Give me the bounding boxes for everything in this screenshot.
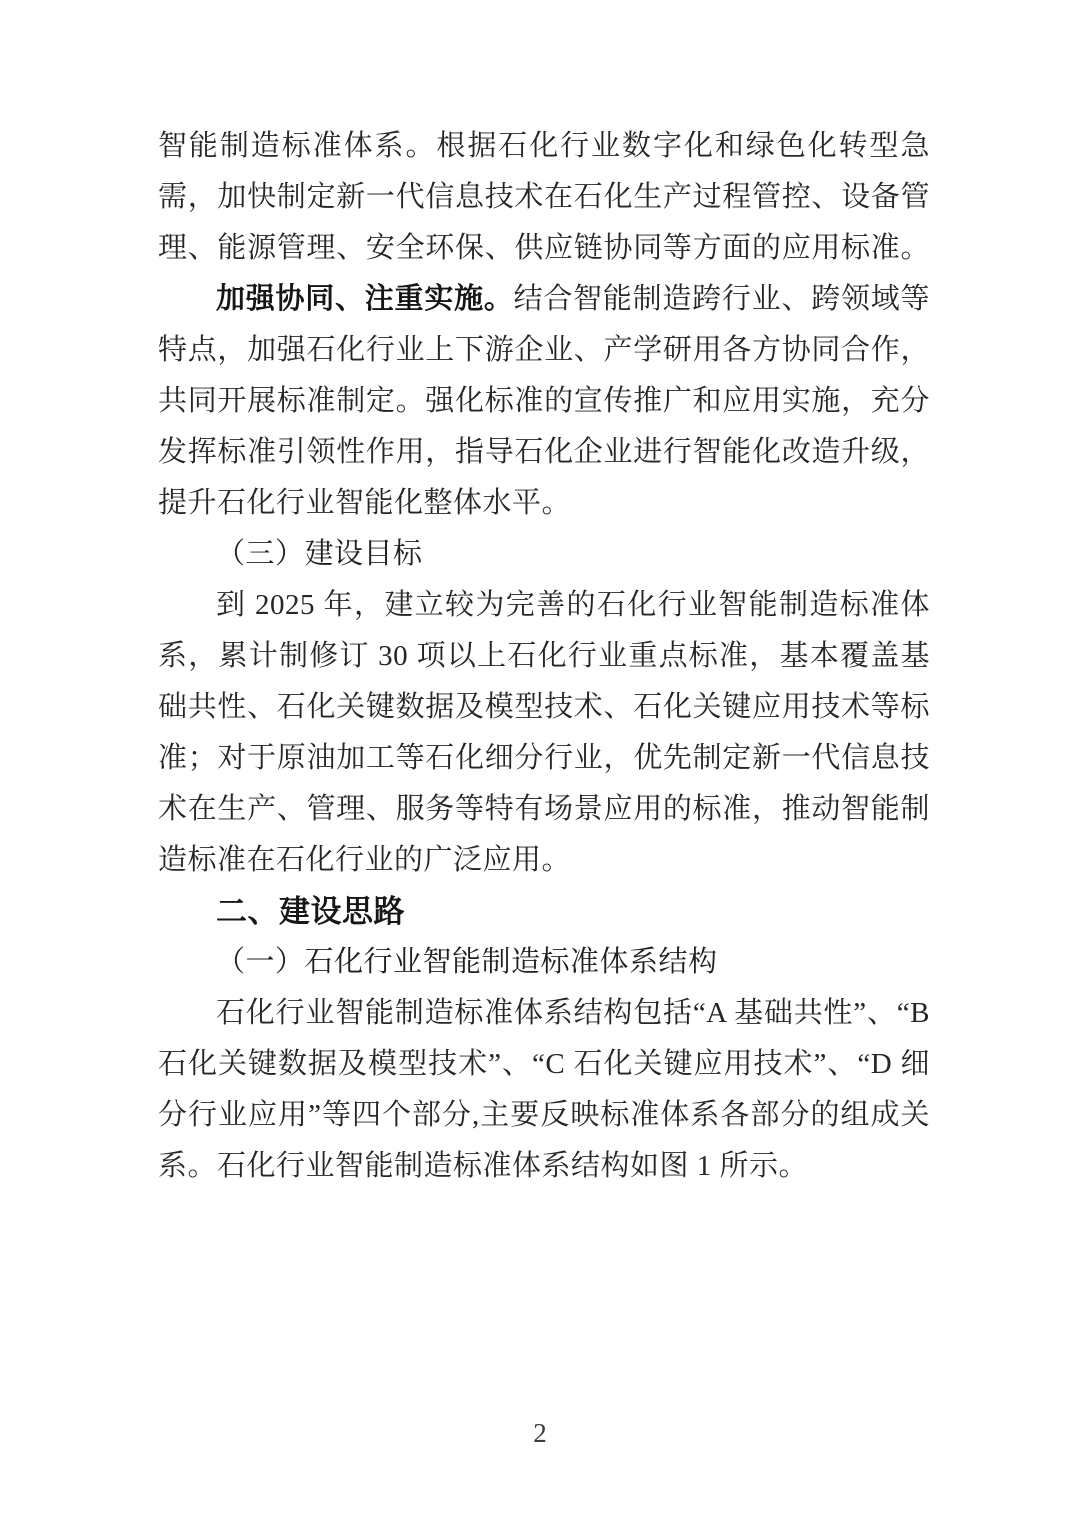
- text-line: 系，累计制修订 30 项以上石化行业重点标准，基本覆盖基: [158, 640, 930, 672]
- text-line: 础共性、石化关键数据及模型技术、石化关键应用技术等标: [158, 691, 930, 723]
- text-line: 提升石化行业智能化整体水平。: [158, 487, 572, 519]
- bold-lead-phrase: 加强协同、注重实施。: [216, 283, 514, 315]
- text-line: 系。石化行业智能制造标准体系结构如图 1 所示。: [158, 1150, 809, 1182]
- page-number: 2: [533, 1418, 547, 1448]
- text-line: 术在生产、管理、服务等特有场景应用的标准，推动智能制: [158, 793, 930, 825]
- text-line: 共同开展标准制定。强化标准的宣传推广和应用实施，充分: [158, 385, 930, 417]
- text-line: 到 2025 年，建立较为完善的石化行业智能制造标准体: [216, 589, 930, 621]
- subsection-heading-3: （三）建设目标: [216, 538, 423, 570]
- paragraph-lead-line: [158, 274, 930, 325]
- text-line: 发挥标准引领性作用，指导石化企业进行智能化改造升级，: [158, 436, 930, 468]
- section-heading-2: 二、建设思路: [216, 894, 405, 929]
- subsection-heading-1: （一）石化行业智能制造标准体系结构: [216, 946, 718, 978]
- text-line: 石化关键数据及模型技术”、“C 石化关键应用技术”、“D 细: [158, 1048, 930, 1080]
- text-line: 理、能源管理、安全环保、供应链协同等方面的应用标准。: [158, 232, 930, 264]
- text-line: 需，加快制定新一代信息技术在石化生产过程管控、设备管: [158, 181, 930, 213]
- text-line: 分行业应用”等四个部分,主要反映标准体系各部分的组成关: [158, 1099, 930, 1131]
- text-line: 石化行业智能制造标准体系结构包括“A 基础共性”、“B: [216, 997, 930, 1029]
- body-text-block: [158, 121, 930, 1192]
- text-line: 智能制造标准体系。根据石化行业数字化和绿色化转型急: [158, 130, 930, 162]
- text-line: 准；对于原油加工等石化细分行业，优先制定新一代信息技: [158, 742, 930, 774]
- text-line: 特点，加强石化行业上下游企业、产学研用各方协同合作，: [158, 334, 930, 366]
- text-line: 造标准在石化行业的广泛应用。: [158, 844, 572, 876]
- lead-line-rest: 结合智能制造跨行业、跨领域等: [513, 283, 930, 315]
